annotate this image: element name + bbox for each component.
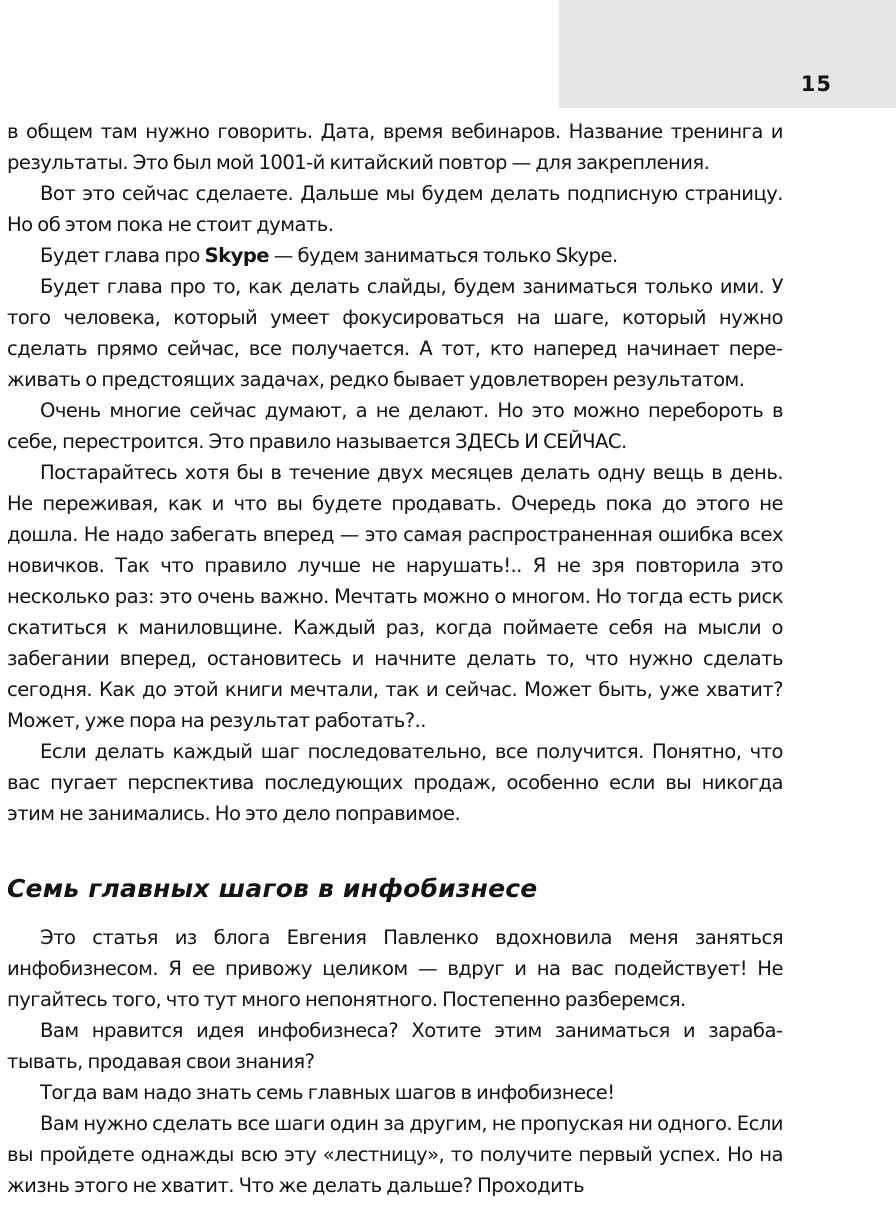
paragraph-1: в общем там нужно говорить. Дата, время вебинаров. Название тренинга и результаты. Это был мой 1001-й китайский повтор — для закрепления. xyxy=(7,120,783,174)
paragraph-3-end: — будем заниматься только Skype. xyxy=(269,244,618,267)
page-number-box xyxy=(559,0,896,108)
section-paragraph-3: Тогда вам надо знать семь главных шагов в инфобизнесе! xyxy=(40,1081,615,1104)
body-text xyxy=(7,116,783,829)
skype-bold: Skype xyxy=(204,244,270,267)
section-heading: Семь главных шагов в инфобизнесе xyxy=(7,874,538,903)
paragraph-6: Постарайтесь хотя бы в течение двух месяцев делать одну вещь в день. Не переживая, как и что вы будете продавать. Очередь пока до этого не дошла. Не надо забегать вперед — это самая распространенная ошибка всех новичков. Так что правило лучше не нарушать!.. Я не зря повторила это несколько раз: это очень важно. Мечтать можно о многом. Но тогда есть риск скатиться к маниловщине. Каждый раз, когда поймаете себя на мысли о забегании вперед, остановитесь и начните делать то, что нужно сделать сегодня. Как до этой книги мечтали, так и сейчас. Может быть, уже хватит? Может, уже пора на результат работать?.. xyxy=(7,461,783,732)
page-number: 15 xyxy=(800,72,832,96)
section-paragraph-4: Вам нужно сделать все шаги один за другим, не пропуская ни одного. Если вы пройдете однажды всю эту «лестницу», то получите первый успех. Но на жизнь этого не хватит. Что же делать дальше? Проходить xyxy=(7,1112,783,1197)
paragraph-2: Вот это сейчас сделаете. Дальше мы будем делать подписную страницу. Но об этом пока не стоит думать. xyxy=(7,182,783,236)
paragraph-3-start: Будет глава про xyxy=(40,244,205,267)
paragraph-3 xyxy=(7,240,783,271)
section-seven-steps xyxy=(7,868,783,1201)
section-paragraph-2: Вам нравится идея инфобизнеса? Хотите этим заниматься и зарабатывать, продавая свои знания? xyxy=(7,1019,783,1073)
paragraph-7: Если делать каждый шаг последовательно, все получится. Понятно, что вас пугает перспектива последующих продаж, особенно если вы никогда этим не занимались. Но это дело поправимое. xyxy=(7,740,783,825)
section-paragraph-1: Это статья из блога Евгения Павленко вдохновила меня заняться инфобизнесом. Я ее привожу целиком — вдруг и на вас подействует! Не пугайтесь того, что тут много непонятного. Постепенно разберемся. xyxy=(7,926,783,1011)
paragraph-5: Очень многие сейчас думают, а не делают. Но это можно перебороть в себе, перестроится. Это правило называется ЗДЕСЬ И СЕЙЧАС. xyxy=(7,399,783,453)
paragraph-4: Будет глава про то, как делать слайды, будем заниматься только ими. У того человека, который умеет фокусироваться на шаге, который нужно сделать прямо сейчас, все получается. А тот, кто наперед начинает переживать о предстоящих задачах, редко бывает удовлетворен результатом. xyxy=(7,275,783,391)
